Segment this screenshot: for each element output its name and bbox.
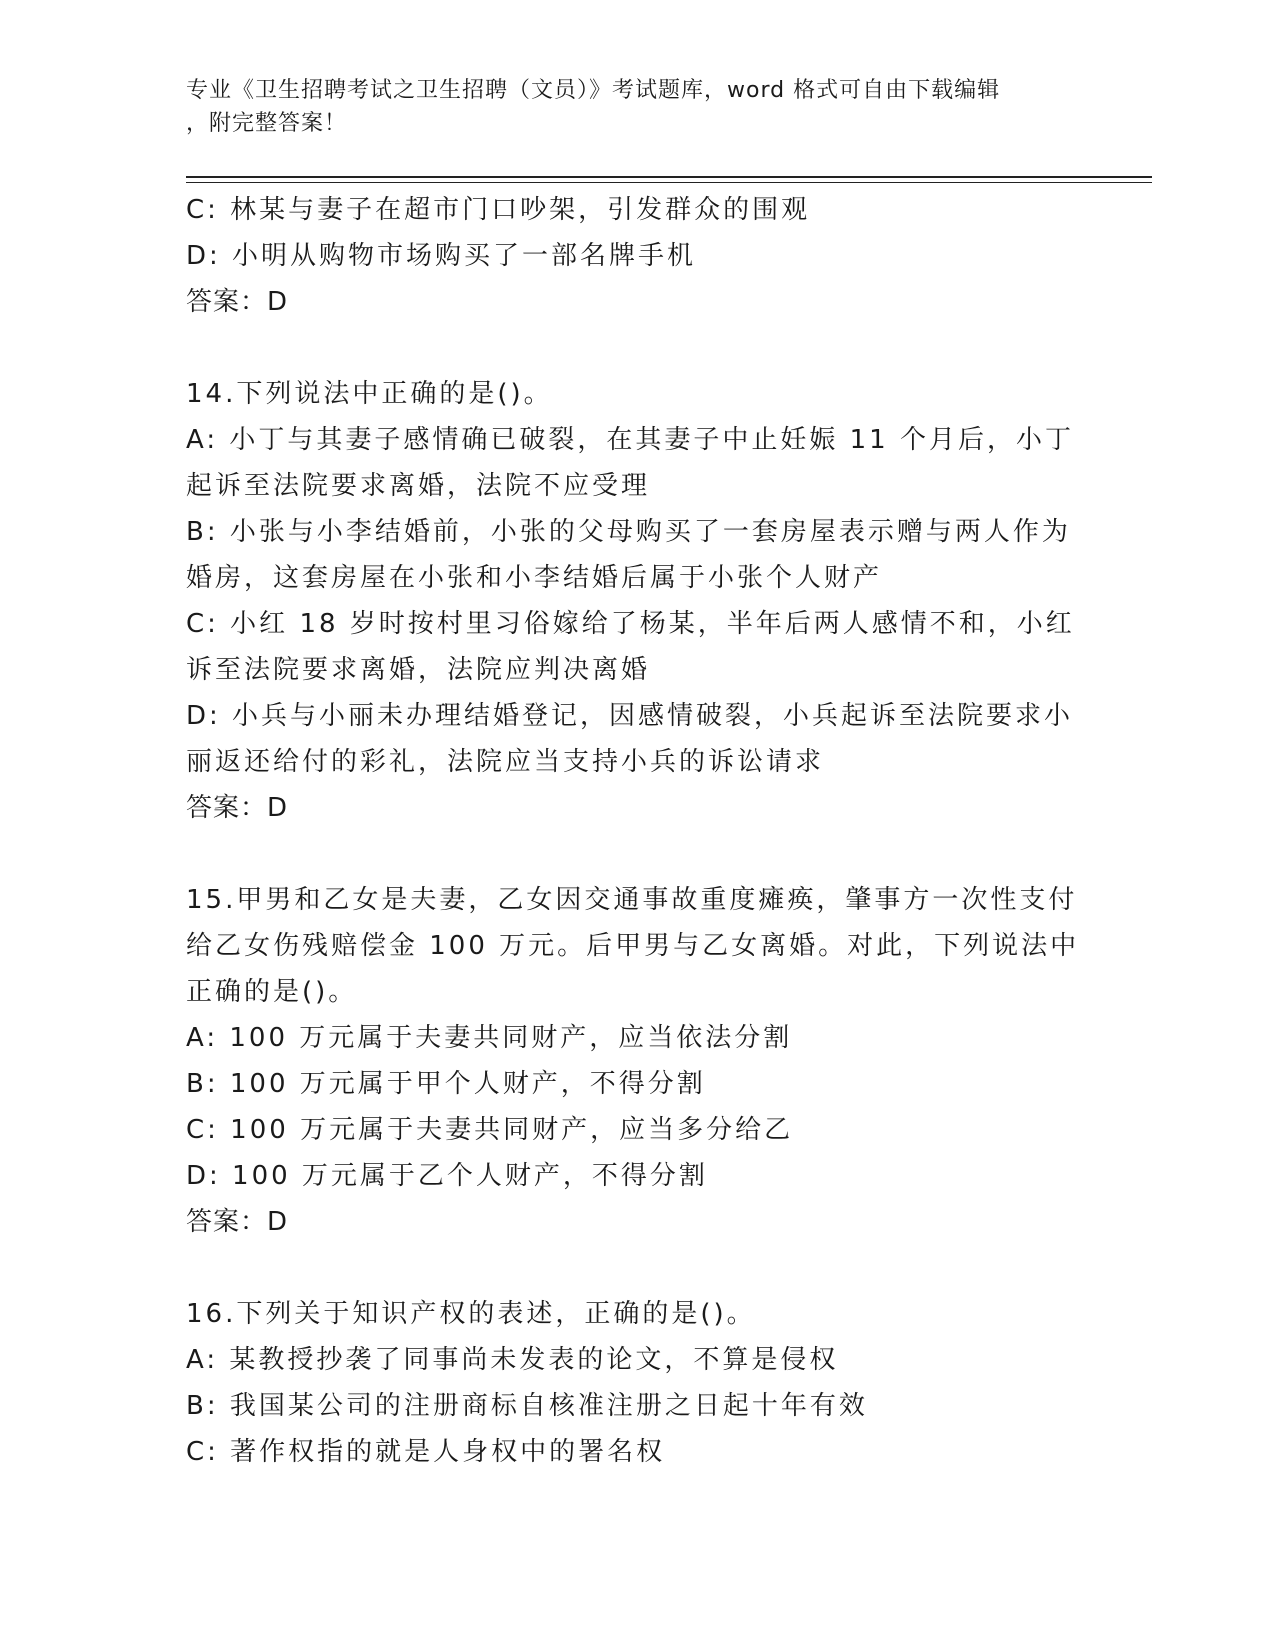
q14-option-c-line-1: C: 小红 18 岁时按村里习俗嫁给了杨某，半年后两人感情不和，小红 — [186, 609, 1075, 639]
header-title-line-1: 专业《卫生招聘考试之卫生招聘（文员）》考试题库，word 格式可自由下载编辑 — [186, 78, 1001, 103]
q15-answer: 答案：D — [186, 1207, 289, 1237]
q15-option-a: A: 100 万元属于夫妻共同财产，应当依法分割 — [186, 1023, 793, 1053]
spacer — [186, 831, 1086, 877]
q15-option-c: C: 100 万元属于夫妻共同财产，应当多分给乙 — [186, 1115, 794, 1145]
q15-option-d: D: 100 万元属于乙个人财产，不得分割 — [186, 1161, 708, 1191]
q14-option-b-line-2: 婚房，这套房屋在小张和小李结婚后属于小张个人财产 — [186, 563, 883, 593]
question-13-tail — [186, 187, 1086, 325]
q14-option-b-line-1: B: 小张与小李结婚前，小张的父母购买了一套房屋表示赠与两人作为 — [186, 517, 1071, 547]
header-title-line-2: ，附完整答案！ — [186, 111, 348, 136]
question-16 — [186, 1291, 1086, 1475]
question-list — [186, 187, 1086, 1475]
q14-option-d-line-2: 丽返还给付的彩礼，法院应当支持小兵的诉讼请求 — [186, 747, 825, 777]
q16-option-a: A: 某教授抄袭了同事尚未发表的论文，不算是侵权 — [186, 1345, 839, 1375]
q14-answer: 答案：D — [186, 793, 289, 823]
q15-stem-line-3: 正确的是()。 — [186, 977, 358, 1007]
question-15 — [186, 877, 1086, 1245]
q13-option-d: D: 小明从购物市场购买了一部名牌手机 — [186, 241, 697, 271]
q14-option-a-line-2: 起诉至法院要求离婚，法院不应受理 — [186, 471, 651, 501]
q16-stem: 16.下列关于知识产权的表述，正确的是()。 — [186, 1299, 756, 1329]
q14-stem: 14.下列说法中正确的是()。 — [186, 379, 553, 409]
spacer — [186, 325, 1086, 371]
header-divider-thick — [186, 176, 1152, 178]
q14-option-d-line-1: D: 小兵与小丽未办理结婚登记，因感情破裂，小兵起诉至法院要求小 — [186, 701, 1074, 731]
q14-option-c-line-2: 诉至法院要求离婚，法院应判决离婚 — [186, 655, 651, 685]
spacer — [186, 1245, 1086, 1291]
question-14 — [186, 371, 1086, 831]
q15-option-b: B: 100 万元属于甲个人财产，不得分割 — [186, 1069, 706, 1099]
q16-option-c: C: 著作权指的就是人身权中的署名权 — [186, 1437, 666, 1467]
q13-answer: 答案：D — [186, 287, 289, 317]
q13-option-c: C: 林某与妻子在超市门口吵架，引发群众的围观 — [186, 195, 811, 225]
q15-stem-line-2: 给乙女伤残赔偿金 100 万元。后甲男与乙女离婚。对此，下列说法中 — [186, 931, 1080, 961]
document-header — [186, 74, 1066, 140]
q16-option-b: B: 我国某公司的注册商标自核准注册之日起十年有效 — [186, 1391, 868, 1421]
header-divider-thin — [186, 182, 1152, 183]
q14-option-a-line-1: A: 小丁与其妻子感情确已破裂，在其妻子中止妊娠 11 个月后，小丁 — [186, 425, 1074, 455]
q15-stem-line-1: 15.甲男和乙女是夫妻，乙女因交通事故重度瘫痪，肇事方一次性支付 — [186, 885, 1078, 915]
